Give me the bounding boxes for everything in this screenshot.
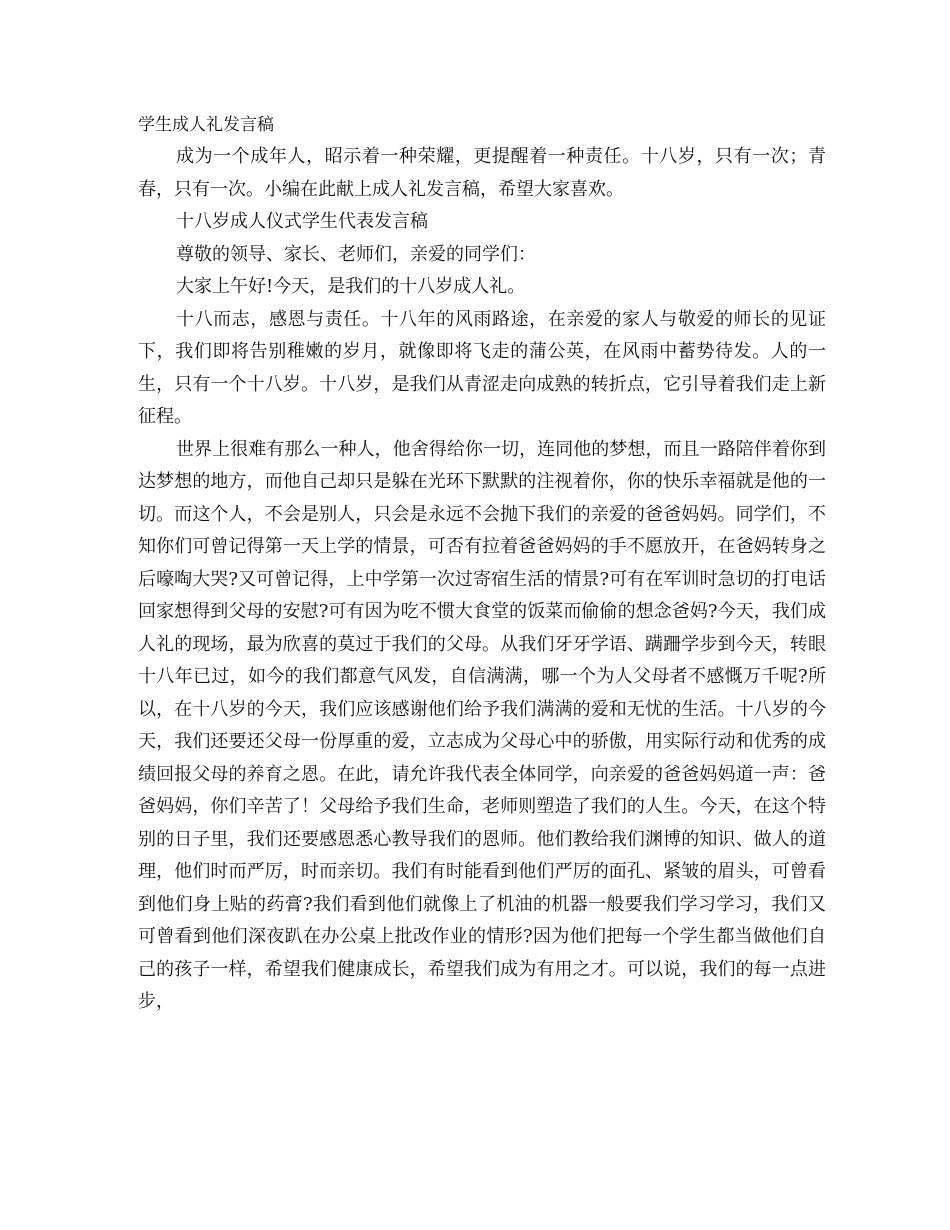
speech-heading: 十八岁成人仪式学生代表发言稿	[176, 211, 428, 232]
paragraph-intro: 成为一个成年人，昭示着一种荣耀，更提醒着一种责任。十八岁，只有一次；青春，只有一次。小编在此献上成人礼发言稿，希望大家喜欢。	[138, 146, 826, 200]
paragraph-salutation: 尊敬的领导、家长、老师们，亲爱的同学们：	[176, 243, 536, 265]
paragraph-greeting: 大家上午好!今天，是我们的十八岁成人礼。	[176, 276, 526, 297]
document-page	[138, 112, 826, 1019]
paragraph-gratitude: 世界上很难有那么一种人，他舍得给你一切，连同他的梦想，而且一路陪伴着你到达梦想的地方，而他自己却只是躲在光环下默默的注视着你，你的快乐幸福就是他的一切。而这个人，不会是别人，只会是永远不会抛下我们的亲爱的爸爸妈妈。同学们，不知你们可曾记得第一天上学的情景，可否有拉着爸爸妈妈的手不愿放开，在爸妈转身之后嚎啕大哭?又可曾记得，上中学第一次过寄宿生活的情景?可有在军训时急切的打电话回家想得到父母的安慰?可有因为吃不惯大食堂的饭菜而偷偷的想念爸妈?今天，我们成人礼的现场，最为欣喜的莫过于我们的父母。从我们牙牙学语、蹒跚学步到今天，转眼十八年已过，如今的我们都意气风发，自信满满，哪一个为人父母者不感慨万千呢?所以，在十八岁的今天，我们应该感谢他们给予我们满满的爱和无忧的生活。十八岁的今天，我们还要还父母一份厚重的爱，立志成为父母心中的骄傲，用实际行动和优秀的成绩回报父母的养育之恩。在此，请允许我代表全体同学，向亲爱的爸爸妈妈道一声：爸爸妈妈，你们辛苦了！父母给予我们生命，老师则塑造了我们的人生。今天，在这个特别的日子里，我们还要感恩悉心教导我们的恩师。他们教给我们渊博的知识、做人的道理，他们时而严厉，时而亲切。我们有时能看到他们严厉的面孔、紧皱的眉头，可曾看到他们身上贴的药膏?我们看到他们就像上了机油的机器一般要我们学习学习，我们又可曾看到他们深夜趴在办公桌上批改作业的情形?因为他们把每一个学生都当做他们自己的孩子一样，希望我们健康成长，希望我们成为有用之才。可以说，我们的每一点进步，	[138, 438, 826, 1012]
document-title: 学生成人礼发言稿	[138, 115, 274, 135]
paragraph-eighteen: 十八而志，感恩与责任。十八年的风雨路途，在亲爱的家人与敬爱的师长的见证下，我们即将告别稚嫩的岁月，就像即将飞走的蒲公英，在风雨中蓄势待发。人的一生，只有一个十八岁。十八岁，是我们从青涩走向成熟的转折点，它引导着我们走上新征程。	[138, 308, 826, 427]
